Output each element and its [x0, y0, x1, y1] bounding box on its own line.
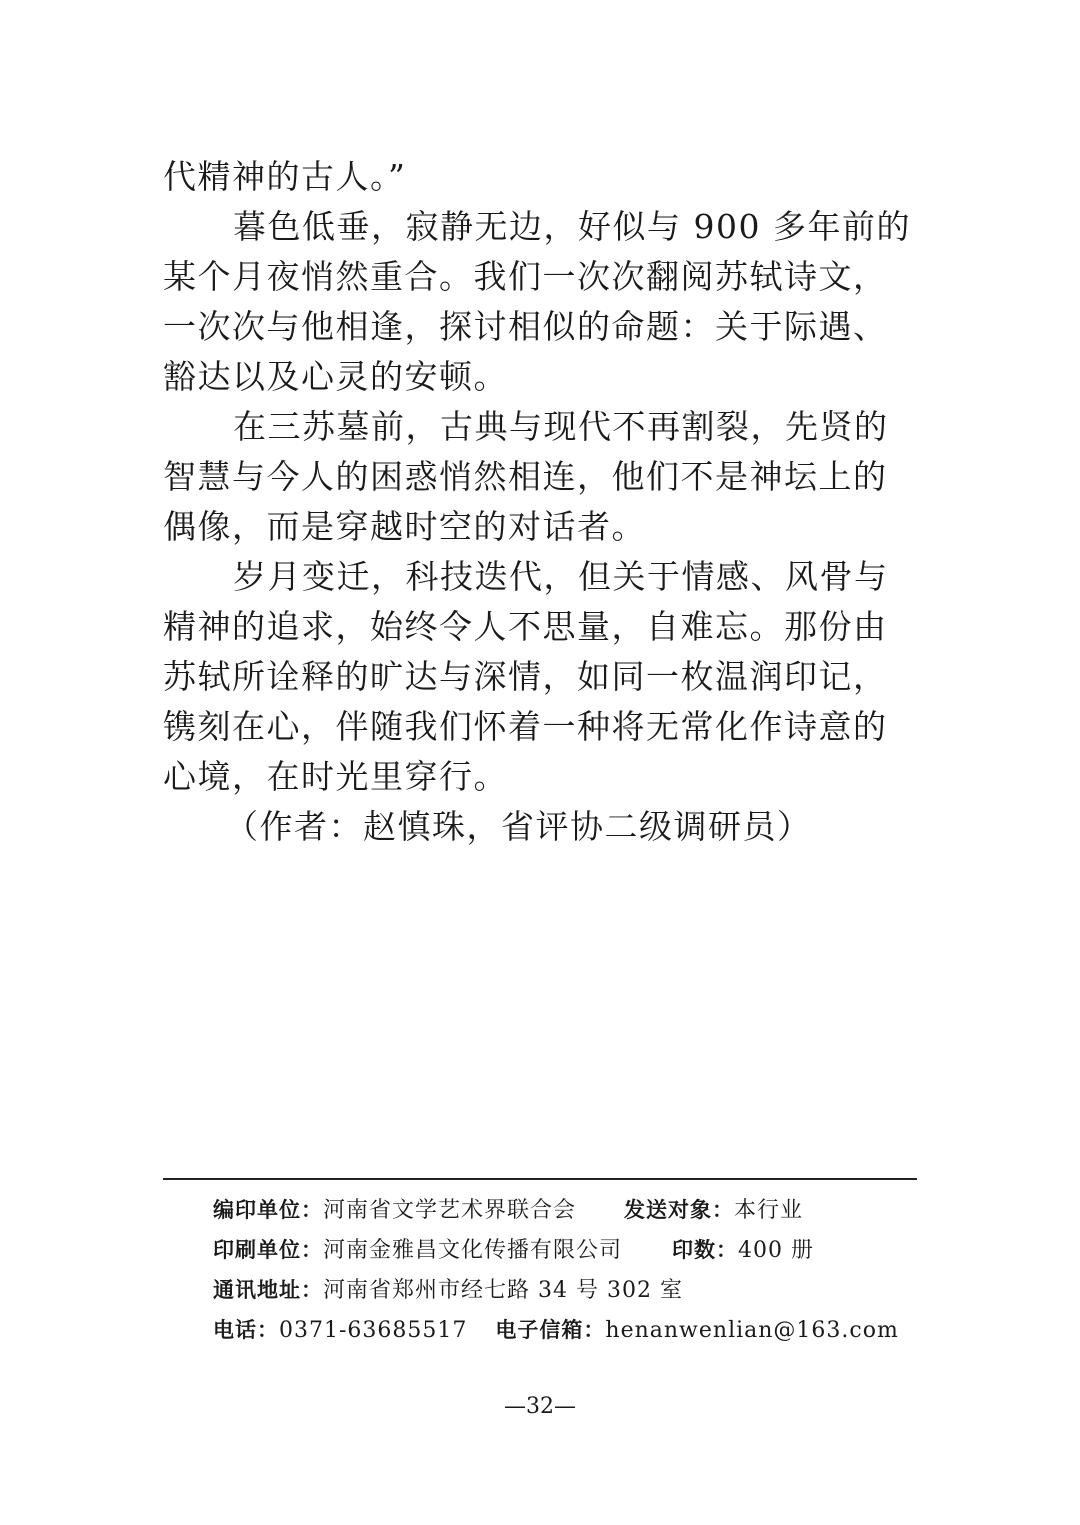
colophon-row-address: [213, 1270, 913, 1310]
article-line: 豁达以及心灵的安顿。: [163, 357, 508, 396]
compiler-label: 编印单位：: [213, 1198, 323, 1222]
email-value: henanwenlian@163.com: [605, 1318, 899, 1343]
colophon-row-contact: [213, 1310, 913, 1350]
article-line: 心境，在时光里穿行。: [163, 757, 508, 796]
colophon: [213, 1190, 913, 1350]
copies-label: 印数：: [672, 1238, 739, 1262]
article-line: 代精神的古人。”: [163, 157, 407, 196]
article-line: 某个月夜悄然重合。我们一次次翻阅苏轼诗文，: [163, 257, 888, 296]
page-number: —32—: [504, 1394, 576, 1419]
article-line: 偶像，而是穿越时空的对话者。: [163, 507, 646, 546]
author-byline: （作者：赵慎珠，省评协二级调研员）: [225, 807, 812, 846]
address-value: 河南省郑州市经七路 34 号 302 室: [323, 1278, 683, 1303]
recipient-value: 本行业: [734, 1198, 804, 1223]
article-line: 一次次与他相逢，探讨相似的命题：关于际遇、: [163, 307, 888, 346]
colophon-row-printer: [213, 1230, 913, 1270]
article-body: [163, 152, 918, 852]
copies-value: 400 册: [738, 1238, 815, 1263]
colophon-divider: [163, 1178, 917, 1180]
colophon-row-compiler: [213, 1190, 913, 1230]
phone-value: 0371-63685517: [279, 1318, 468, 1343]
article-line: 苏轼所诠释的旷达与深情，如同一枚温润印记，: [163, 657, 888, 696]
recipient-label: 发送对象：: [624, 1198, 735, 1222]
printer-value: 河南金雅昌文化传播有限公司: [323, 1238, 623, 1263]
article-line: 镌刻在心，伴随我们怀着一种将无常化作诗意的: [163, 707, 888, 746]
printer-label: 印刷单位：: [213, 1238, 323, 1262]
compiler-value: 河南省文学艺术界联合会: [323, 1198, 577, 1223]
email-label: 电子信箱：: [495, 1318, 606, 1342]
article-line: 在三苏墓前，古典与现代不再割裂，先贤的: [233, 407, 889, 446]
article-line: 智慧与今人的困惑悄然相连，他们不是神坛上的: [163, 457, 888, 496]
article-line: 暮色低垂，寂静无边，好似与 900 多年前的: [233, 207, 911, 246]
article-line: 岁月变迁，科技迭代，但关于情感、风骨与: [233, 557, 889, 596]
phone-label: 电话：: [213, 1318, 279, 1342]
article-line: 精神的追求，始终令人不思量，自难忘。那份由: [163, 607, 888, 646]
address-label: 通讯地址：: [213, 1278, 323, 1302]
